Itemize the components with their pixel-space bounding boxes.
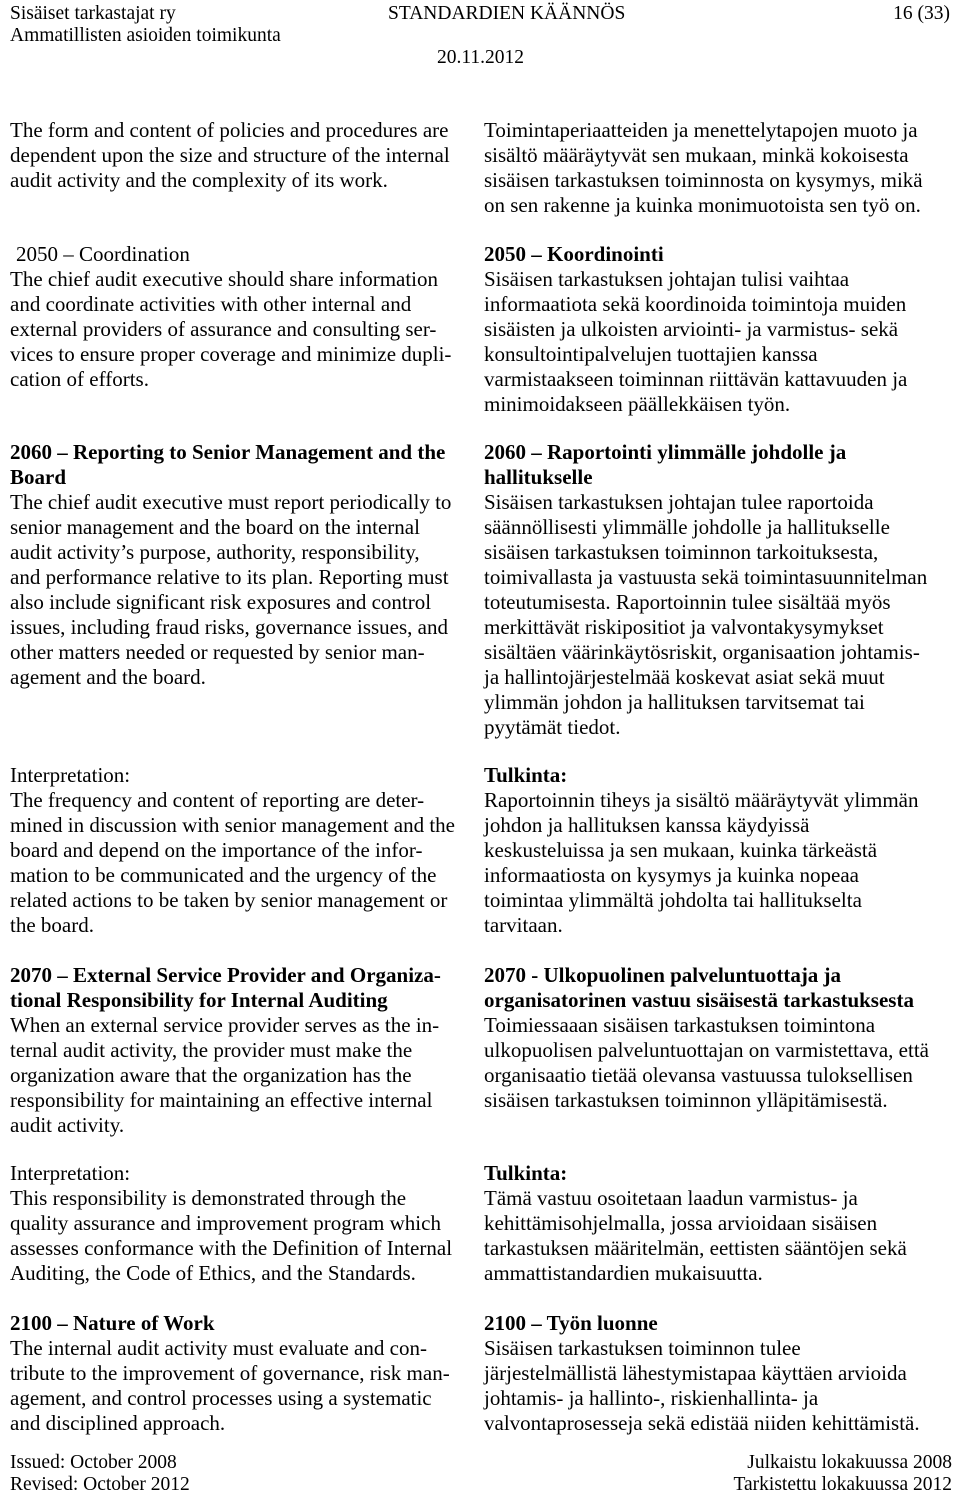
paragraph-line: senior management and the board on the internal [10, 515, 420, 539]
paragraph-line: sisäisen tarkastuksen toiminnosta on kysymys, mikä [484, 168, 923, 192]
paragraph-line: audit activity. [10, 1113, 125, 1137]
paragraph-line: varmistaakseen toiminnan riittävän kattavuuden ja [484, 367, 908, 391]
section-2060-fi [484, 440, 950, 740]
paragraph-line: johdon ja hallituksen kanssa käydyissä [484, 813, 810, 837]
paragraph-line: mined in discussion with senior management and the [10, 813, 455, 837]
paragraph-line: The chief audit executive must report periodically to [10, 490, 452, 514]
footer-issued: Issued: October 2008 [10, 1452, 177, 1473]
paragraph-line: external providers of assurance and consulting ser- [10, 317, 437, 341]
paragraph-line: sisäisen tarkastuksen toiminnon tarkoituksesta, [484, 540, 879, 564]
paragraph-line: valvontaprosesseja sekä edistää niiden kehittämistä. [484, 1411, 920, 1435]
paragraph-line: pyytämät tiedot. [484, 715, 621, 739]
paragraph-line: ulkopuolisen palveluntuottajan on varmistettava, että [484, 1038, 929, 1062]
paragraph-line: also include significant risk exposures and control [10, 590, 432, 614]
section-heading: 2050 – Koordinointi [484, 242, 664, 266]
paragraph-line: cation of efforts. [10, 367, 149, 391]
paragraph-line: related actions to be taken by senior management or [10, 888, 448, 912]
section-heading: 2070 – External Service Provider and Organiza- [10, 963, 441, 987]
paragraph-line: johtamis- ja hallinto-, riskienhallinta- ja [484, 1386, 819, 1410]
section-heading: Tulkinta: [484, 1161, 568, 1185]
paragraph-line: audit activity’s purpose, authority, responsibility, [10, 540, 420, 564]
paragraph-line: The chief audit executive should share information [10, 267, 439, 291]
paragraph-line: ylimmän johdon ja hallituksen tarvitsemat tai [484, 690, 865, 714]
paragraph-line: agement and the board. [10, 665, 206, 689]
paragraph-line: informaatiota sekä koordinoida toimintoja muiden [484, 292, 907, 316]
paragraph-line: ammattistandardien mukaisuutta. [484, 1261, 763, 1285]
paragraph-line: organisaatio tietää olevansa vastuussa tuloksellisen [484, 1063, 913, 1087]
section-interpretation-2070-en [10, 1161, 476, 1286]
paragraph-line: sisältö määräytyvät sen mukaan, minkä kokoisesta [484, 143, 909, 167]
paragraph-line: informaatiosta on kysymys ja kuinka nopeaa [484, 863, 859, 887]
section-heading: 2100 – Nature of Work [10, 1311, 215, 1335]
section-2060-en [10, 440, 476, 690]
section-heading: 2060 – Reporting to Senior Management and the [10, 440, 446, 464]
section-heading: Interpretation: [10, 1161, 131, 1185]
paragraph-line: sisäisten ja ulkoisten arviointi- ja varmistus- sekä [484, 317, 899, 341]
paragraph-line: tarkastuksen määritelmän, eettisten sääntöjen sekä [484, 1236, 907, 1260]
paragraph-line: organization aware that the organization has the [10, 1063, 412, 1087]
section-2100-en [10, 1311, 476, 1436]
section-2050-fi [484, 242, 950, 417]
paragraph-line: järjestelmällistä lähestymistapaa käyttäen arvioida [484, 1361, 907, 1385]
paragraph-line: agement, and control processes using a systematic [10, 1386, 432, 1410]
section-heading: Interpretation: [10, 763, 131, 787]
section-interpretation-2060-en [10, 763, 476, 938]
section-heading: organisatorinen vastuu sisäisestä tarkastuksesta [484, 988, 914, 1012]
paragraph-line: The internal audit activity must evaluate and con- [10, 1336, 427, 1360]
paragraph-line: Raportoinnin tiheys ja sisältö määräytyvät ylimmän [484, 788, 919, 812]
section-intro-en [10, 118, 476, 193]
header-date: 20.11.2012 [437, 47, 525, 68]
section-2070-fi [484, 963, 950, 1113]
paragraph-line: When an external service provider serves as the in- [10, 1013, 440, 1037]
paragraph-line: issues, including fraud risks, governance issues, and [10, 615, 448, 639]
section-2100-fi [484, 1311, 950, 1436]
paragraph-line: keskusteluissa ja sen mukaan, kuinka tärkeästä [484, 838, 878, 862]
paragraph-line: tribute to the improvement of governance, risk man- [10, 1361, 450, 1385]
section-heading: 2050 – Coordination [16, 242, 190, 266]
paragraph-line: Tämä vastuu osoitetaan laadun varmistus- ja [484, 1186, 858, 1210]
paragraph-line: board and depend on the importance of the infor- [10, 838, 423, 862]
section-heading: 2070 - Ulkopuolinen palveluntuottaja ja [484, 963, 842, 987]
footer-published-fi: Julkaistu lokakuussa 2008 [747, 1452, 952, 1473]
paragraph-line: toimintaa ylimmältä johdolta tai hallitukselta [484, 888, 862, 912]
paragraph-line: Sisäisen tarkastuksen johtajan tulee raportoida [484, 490, 874, 514]
paragraph-line: minimoidakseen päällekkäisen työn. [484, 392, 791, 416]
section-heading: Board [10, 465, 67, 489]
paragraph-line: on sen rakenne ja kuinka monimuotoista sen työ on. [484, 193, 921, 217]
section-heading: 2060 – Raportointi ylimmälle johdolle ja [484, 440, 847, 464]
paragraph-line: sisäisen tarkastuksen toiminnon ylläpitämisestä. [484, 1088, 888, 1112]
paragraph-line: other matters needed or requested by senior man- [10, 640, 425, 664]
paragraph-line: Auditing, the Code of Ethics, and the Standards. [10, 1261, 416, 1285]
paragraph-line: assesses conformance with the Definition of Internal [10, 1236, 453, 1260]
footer-revised: Revised: October 2012 [10, 1474, 190, 1495]
footer-revised-fi: Tarkistettu lokakuussa 2012 [733, 1474, 952, 1495]
header-committee: Ammatillisten asioiden toimikunta [10, 25, 281, 46]
paragraph-line: and coordinate activities with other internal and [10, 292, 412, 316]
paragraph-line: konsultointipalvelujen tuottajien kanssa [484, 342, 818, 366]
paragraph-line: säännöllisesti ylimmälle johdolle ja hallitukselle [484, 515, 890, 539]
paragraph-line: and performance relative to its plan. Reporting must [10, 565, 449, 589]
header-doc-title: STANDARDIEN KÄÄNNÖS [388, 3, 626, 24]
paragraph-line: and disciplined approach. [10, 1411, 226, 1435]
paragraph-line: dependent upon the size and structure of the internal [10, 143, 450, 167]
paragraph-line: The form and content of policies and procedures are [10, 118, 449, 142]
header-org: Sisäiset tarkastajat ry [10, 3, 176, 24]
paragraph-line: ternal audit activity, the provider must make the [10, 1038, 413, 1062]
paragraph-line: mation to be communicated and the urgency of the [10, 863, 437, 887]
section-heading: hallitukselle [484, 465, 593, 489]
page-number: 16 (33) [893, 3, 950, 24]
paragraph-line: Toimintaperiaatteiden ja menettelytapojen muoto ja [484, 118, 918, 142]
section-intro-fi [484, 118, 950, 218]
paragraph-line: responsibility for maintaining an effective internal [10, 1088, 433, 1112]
paragraph-line: audit activity and the complexity of its work. [10, 168, 388, 192]
section-heading: 2100 – Työn luonne [484, 1311, 658, 1335]
paragraph-line: tarvitaan. [484, 913, 563, 937]
section-heading: Tulkinta: [484, 763, 568, 787]
paragraph-line: toteutumisesta. Raportoinnin tulee sisältää myös [484, 590, 891, 614]
paragraph-line: toimivallasta ja vastuusta sekä toimintasuunnitelman [484, 565, 928, 589]
paragraph-line: Sisäisen tarkastuksen johtajan tulisi vaihtaa [484, 267, 850, 291]
section-2070-en [10, 963, 476, 1138]
paragraph-line: the board. [10, 913, 94, 937]
paragraph-line: Sisäisen tarkastuksen toiminnon tulee [484, 1336, 801, 1360]
section-interpretation-2060-fi [484, 763, 950, 938]
section-2050-en [10, 242, 476, 392]
paragraph-line: vices to ensure proper coverage and minimize dupli- [10, 342, 452, 366]
paragraph-line: Toimiessaaan sisäisen tarkastuksen toimintona [484, 1013, 876, 1037]
paragraph-line: sisältäen väärinkäytösriskit, organisaation johtamis- [484, 640, 920, 664]
paragraph-line: quality assurance and improvement program which [10, 1211, 441, 1235]
section-interpretation-2070-fi [484, 1161, 950, 1286]
section-heading: tional Responsibility for Internal Auditing [10, 988, 388, 1012]
paragraph-line: The frequency and content of reporting are deter- [10, 788, 425, 812]
paragraph-line: merkittävät riskipositiot ja valvontakysymykset [484, 615, 884, 639]
paragraph-line: This responsibility is demonstrated through the [10, 1186, 407, 1210]
paragraph-line: kehittämisohjelmalla, jossa arvioidaan sisäisen [484, 1211, 878, 1235]
paragraph-line: ja hallintojärjestelmää koskevat asiat sekä muut [484, 665, 885, 689]
